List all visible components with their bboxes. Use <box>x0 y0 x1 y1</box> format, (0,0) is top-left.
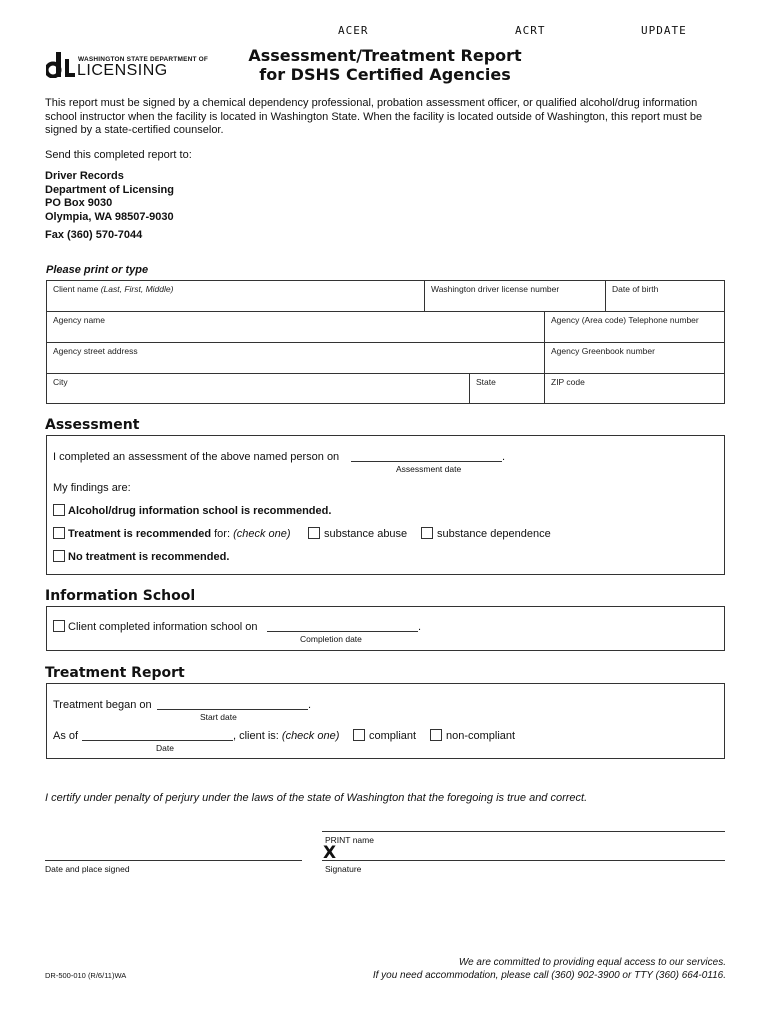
no-treatment-checkbox[interactable] <box>53 550 65 562</box>
date-place-label: Date and place signed <box>45 864 130 874</box>
send-to-text: Send this completed report to: <box>45 149 192 161</box>
intro-paragraph: This report must be signed by a chemical dependency professional, probation assessment officer, or qualified alcohol/drug information school instructor when the facility is located in Washington State. When the facility is located outside of Washington, this report must be signed by a state-certified counselor. <box>45 97 703 136</box>
treatment-heading: Treatment Report <box>45 665 185 681</box>
as-of-date-caption: Date <box>156 743 174 753</box>
assessment-date-caption: Assessment date <box>396 464 462 474</box>
school-recommended-label: Alcohol/drug information school is recommended. <box>68 505 332 517</box>
assessment-heading: Assessment <box>45 417 140 433</box>
client-info-grid <box>46 280 725 404</box>
print-name-input[interactable] <box>322 831 725 832</box>
agency-name-field[interactable]: Agency name <box>53 315 105 325</box>
substance-abuse-label: substance abuse <box>324 528 408 540</box>
start-date-caption: Start date <box>200 712 237 722</box>
compliant-checkbox[interactable] <box>353 729 365 741</box>
fax-number: Fax (360) 570-7044 <box>45 229 143 241</box>
school-recommended-checkbox[interactable] <box>53 504 65 516</box>
form-id: DR-500-010 (R/6/11)WA <box>45 971 127 980</box>
treatment-recommended-checkbox[interactable] <box>53 527 65 539</box>
non-compliant-label: non-compliant <box>446 730 516 742</box>
client-name-label: Client name <box>53 284 101 294</box>
substance-dependence-label: substance dependence <box>437 528 551 540</box>
info-school-line-text: Client completed information school on <box>68 621 258 633</box>
agency-small-text: WASHINGTON STATE DEPARTMENT OF <box>78 56 209 63</box>
no-treatment-label: No treatment is recommended. <box>68 551 230 563</box>
treatment-box <box>46 683 725 759</box>
completion-date-caption: Completion date <box>300 634 362 644</box>
license-number-field[interactable]: Washington driver license number <box>431 284 560 294</box>
signature-x-mark: X <box>323 843 337 863</box>
form-title <box>210 46 560 84</box>
substance-abuse-checkbox[interactable] <box>308 527 320 539</box>
address-line: Department of Licensing <box>45 183 174 196</box>
as-of-text: As of <box>53 730 79 742</box>
certify-statement: I certify under penalty of perjury under the laws of the state of Washington that the foregoing is true and correct. <box>45 792 588 804</box>
agency-phone-field[interactable]: Agency (Area code) Telephone number <box>551 315 699 325</box>
greenbook-field[interactable]: Agency Greenbook number <box>551 346 655 356</box>
assessment-line-text: I completed an assessment of the above named person on <box>53 451 340 463</box>
agency-large-text: LICENSING <box>77 62 168 79</box>
city-field[interactable]: City <box>53 377 68 387</box>
code-acer: ACER <box>338 24 369 37</box>
client-name-field[interactable] <box>53 284 173 294</box>
print-name-label: PRINT name <box>325 835 374 845</box>
substance-dependence-checkbox[interactable] <box>421 527 433 539</box>
zip-field[interactable]: ZIP code <box>551 377 585 387</box>
access-statement: We are committed to providing equal access to our services. If you need accommodation, please call (360) 902-3900 or TTY (360) 664-0116. <box>372 957 726 981</box>
info-school-heading: Information School <box>45 588 196 604</box>
info-school-checkbox[interactable] <box>53 620 65 632</box>
treatment-began-text: Treatment began on <box>53 699 152 711</box>
client-name-hint: (Last, First, Middle) <box>100 284 174 294</box>
dol-logo <box>46 50 76 83</box>
print-instruction: Please print or type <box>46 264 149 276</box>
mailing-address <box>45 170 174 224</box>
non-compliant-checkbox[interactable] <box>430 729 442 741</box>
state-field[interactable]: State <box>476 377 496 387</box>
date-place-input[interactable] <box>45 860 302 861</box>
assessment-date-input[interactable] <box>351 461 502 462</box>
signature-label: Signature <box>325 864 362 874</box>
findings-text: My findings are: <box>53 482 131 494</box>
dol-logo-icon <box>46 50 76 78</box>
dob-field[interactable]: Date of birth <box>612 284 659 294</box>
street-address-field[interactable]: Agency street address <box>53 346 138 356</box>
as-of-date-input[interactable] <box>82 740 233 741</box>
completion-date-input[interactable] <box>267 631 418 632</box>
form-title-line1: Assessment/Treatment Report <box>248 46 522 65</box>
compliant-label: compliant <box>369 730 417 742</box>
address-line: PO Box 9030 <box>45 197 113 209</box>
code-acrt: ACRT <box>515 24 546 37</box>
form-title-line2: for DSHS Certified Agencies <box>259 65 511 84</box>
address-line: Driver Records <box>45 170 124 182</box>
address-line: Olympia, WA 98507-9030 <box>45 210 174 223</box>
start-date-input[interactable] <box>157 709 308 710</box>
client-is-text: , client is: (check one) <box>233 730 340 742</box>
code-update: UPDATE <box>641 24 687 37</box>
treatment-recommended-label: Treatment is recommended for: (check one) <box>68 528 291 540</box>
signature-input[interactable] <box>322 860 725 861</box>
